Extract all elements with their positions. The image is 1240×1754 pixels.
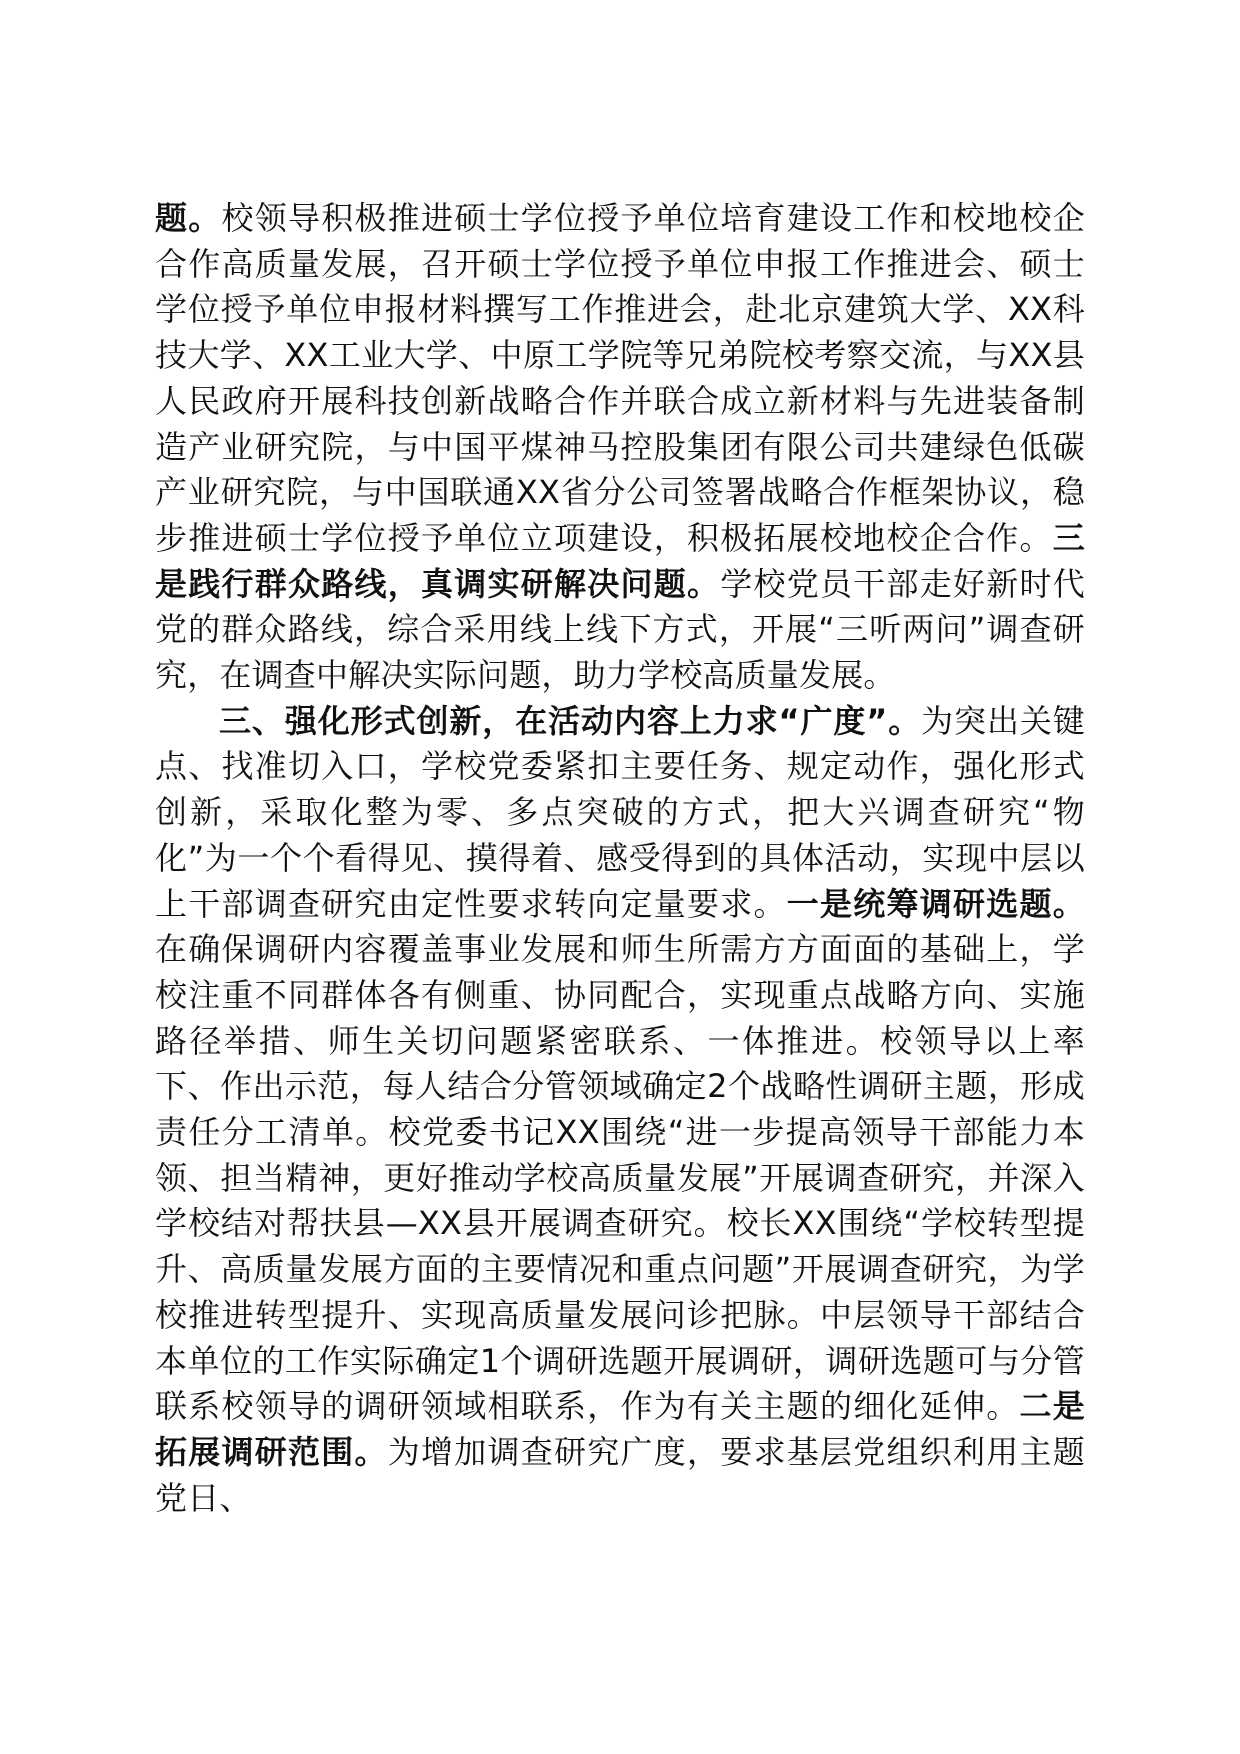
paragraph-2-run-3: 一是统筹调研选题。	[786, 884, 1085, 923]
paragraph-1-run-1: 题。	[155, 199, 222, 237]
paragraph-2-run-6: 为增加调查研究广度，要求基层党组织利用主题党日、	[155, 1432, 1085, 1517]
paragraph-1-run-4: 学校党员干部走好新时代党的群众路线，综合采用线上线下方式，开展“三听两问”调查研究，在调查中解决实际问题，助力学校高质量发展。	[155, 564, 1085, 695]
paragraph-2	[155, 699, 1085, 1522]
paragraph-1	[155, 196, 1085, 699]
paragraph-1-run-3: 三是践行群众路线，真调实研解决问题。	[155, 518, 1085, 603]
paragraph-2-run-1: 三、强化形式创新，在活动内容上力求“广度”。	[219, 701, 922, 740]
paragraph-1-run-2: 校领导积极推进硕士学位授予单位培育建设工作和校地校企合作高质量发展，召开硕士学位授予单位申报工作推进会、硕士学位授予单位申报材料撰写工作推进会，赴北京建筑大学、XX科技大学、XX工业大学、中原工学院等兄弟院校考察交流，与XX县人民政府开展科技创新战略合作并联合成立新材料与先进装备制造产业研究院，与中国平煤神马控股集团有限公司共建绿色低碳产业研究院，与中国联通XX省分公司签署战略合作框架协议，稳步推进硕士学位授予单位立项建设，积极拓展校地校企合作。	[155, 199, 1086, 557]
paragraph-2-run-5: 二是拓展调研范围。	[155, 1387, 1085, 1471]
document-body	[155, 196, 1085, 1521]
paragraph-2-run-2: 为突出关键点、找准切入口，学校党委紧扣主要任务、规定动作，强化形式创新，采取化整为零、多点突破的方式，把大兴调查研究“物化”为一个个看得见、摸得着、感受得到的具体活动，实现中层以上干部调查研究由定性要求转向定量要求。	[155, 701, 1085, 923]
paragraph-2-run-4: 在确保调研内容覆盖事业发展和师生所需方方面面的基础上，学校注重不同群体各有侧重、协同配合，实现重点战略方向、实施路径举措、师生关切问题紧密联系、一体推进。校领导以上率下、作出示范，每人结合分管领域确定2个战略性调研主题，形成责任分工清单。校党委书记XX围绕“进一步提高领导干部能力本领、担当精神，更好推动学校高质量发展”开展调查研究，并深入学校结对帮扶县—XX县开展调查研究。校长XX围绕“学校转型提升、高质量发展方面的主要情况和重点问题”开展调查研究，为学校推进转型提升、实现高质量发展问诊把脉。中层领导干部结合本单位的工作实际确定1个调研选题开展调研，调研选题可与分管联系校领导的调研领域相联系，作为有关主题的细化延伸。	[155, 930, 1085, 1426]
